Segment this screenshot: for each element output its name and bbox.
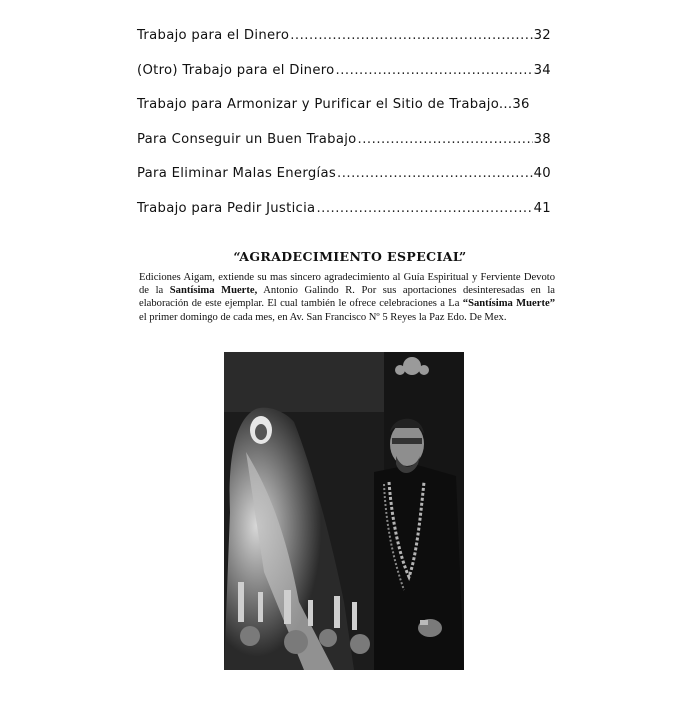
devotee-altar-photo bbox=[224, 352, 464, 670]
emphasis-text: “Santísima Muerte” bbox=[462, 298, 555, 310]
acknowledgement-paragraph bbox=[139, 271, 555, 324]
toc-entry bbox=[137, 28, 551, 63]
section-heading: “AGRADECIMIENTO ESPECIAL” bbox=[233, 249, 467, 264]
toc-entry-page: 38 bbox=[533, 131, 551, 147]
toc-entry-title: Para Conseguir un Buen Trabajo bbox=[137, 131, 357, 147]
emphasis-text: Santísima Muerte, bbox=[169, 285, 258, 297]
toc-entry bbox=[137, 201, 551, 236]
toc-leader-dots bbox=[290, 28, 532, 43]
toc-leader-dots bbox=[316, 201, 532, 216]
toc-entry bbox=[137, 63, 551, 98]
toc-entry-page: 41 bbox=[533, 200, 551, 216]
toc-leader-dots bbox=[336, 63, 533, 78]
toc-entry-page: 34 bbox=[533, 62, 551, 78]
toc-entry-title: Trabajo para el Dinero bbox=[137, 28, 290, 43]
toc-entry-page: 36 bbox=[512, 97, 530, 112]
paragraph-text: Antonio Galindo R. Por sus aportaciones desinteresadas en la elaboración de este ejemplar. El cual también le ofrece celebraciones a La bbox=[139, 285, 555, 310]
toc-entry bbox=[137, 132, 551, 167]
table-of-contents bbox=[137, 28, 551, 235]
toc-leader-dots bbox=[358, 132, 533, 147]
toc-entry-title: Trabajo para Pedir Justicia bbox=[137, 200, 316, 216]
toc-entry-title: (Otro) Trabajo para el Dinero bbox=[137, 62, 335, 78]
paragraph-text: Ediciones Aigam, extiende su mas sincero agradecimiento al Guía Espiritual y Ferviente Devoto de la bbox=[139, 272, 555, 297]
toc-entry-title: Trabajo para Armonizar y Purificar el Sitio de Trabajo... bbox=[137, 97, 513, 112]
toc-entry bbox=[137, 166, 551, 201]
toc-entry-page: 32 bbox=[533, 28, 551, 43]
toc-entry-title: Para Eliminar Malas Energías bbox=[137, 166, 337, 181]
toc-entry bbox=[137, 97, 551, 132]
paragraph-text: el primer domingo de cada mes, en Av. San Francisco Nº 5 Reyes la Paz Edo. De Mex. bbox=[139, 311, 507, 323]
toc-leader-dots bbox=[337, 166, 533, 181]
toc-entry-page: 40 bbox=[533, 166, 551, 181]
